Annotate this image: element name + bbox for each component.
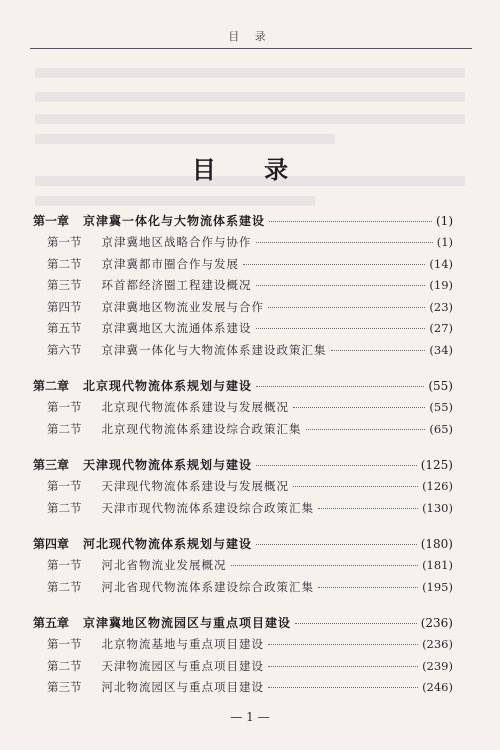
section-title: 京津冀地区大流通体系建设 [101, 321, 252, 335]
section-page: (14) [429, 256, 453, 271]
section-page: (65) [429, 421, 453, 436]
section-title: 北京现代物流体系建设与发展概况 [101, 400, 289, 414]
section-entry[interactable] [33, 320, 453, 342]
section-title: 河北省物流业发展概况 [101, 558, 227, 572]
section-label: 第一节 [47, 235, 82, 249]
section-title: 京津冀地区战略合作与协作 [101, 235, 252, 249]
leader-dots [243, 264, 425, 265]
chapter-entry[interactable] [33, 212, 453, 234]
chapter-label: 第三章 [33, 458, 70, 472]
section-page: (27) [429, 321, 453, 335]
section-entry[interactable] [33, 421, 453, 443]
chapter-title: 京津冀地区物流园区与重点项目建设 [83, 616, 292, 630]
section-label: 第一节 [47, 479, 82, 493]
section-entry[interactable] [33, 256, 453, 278]
leader-dots [269, 221, 432, 222]
section-label: 第二节 [47, 579, 82, 594]
toc-chapter [33, 456, 453, 521]
section-page: (1) [436, 235, 453, 249]
leader-dots [256, 242, 433, 243]
section-page: (236) [422, 637, 453, 651]
section-title: 北京物流基地与重点项目建设 [101, 637, 264, 651]
section-label: 第五节 [47, 321, 82, 335]
section-label: 第四节 [47, 299, 82, 314]
section-page: (181) [422, 558, 453, 572]
section-entry[interactable] [33, 342, 453, 364]
section-title: 环首都经济圈工程建设概况 [101, 278, 252, 292]
leader-dots [256, 328, 426, 329]
section-title: 天津物流园区与重点项目建设 [101, 658, 264, 673]
section-title: 天津现代物流体系建设与发展概况 [101, 479, 289, 493]
chapter-title: 天津现代物流体系规划与建设 [83, 458, 253, 472]
section-label: 第一节 [47, 637, 82, 651]
toc-chapter [33, 212, 453, 363]
section-label: 第三节 [47, 680, 82, 694]
toc-chapter [33, 614, 453, 701]
leader-dots [268, 666, 418, 667]
show-through-mark [35, 114, 465, 124]
section-title: 京津冀一体化与大物流体系建设政策汇集 [101, 342, 327, 357]
section-label: 第三节 [47, 278, 82, 292]
leader-dots [295, 623, 417, 624]
chapter-label: 第二章 [33, 379, 70, 393]
leader-dots [268, 644, 418, 645]
chapter-title: 北京现代物流体系规划与建设 [83, 379, 253, 393]
chapter-page: (1) [436, 214, 453, 228]
section-label: 第一节 [47, 558, 82, 572]
leader-dots [231, 565, 419, 566]
chapter-title: 河北现代物流体系规划与建设 [83, 537, 253, 551]
section-page: (195) [422, 579, 453, 594]
page-number: — 1 — [230, 710, 270, 724]
leader-dots [268, 307, 425, 308]
section-page: (239) [422, 658, 453, 673]
show-through-mark [35, 68, 465, 78]
section-entry[interactable] [33, 399, 453, 421]
section-page: (130) [422, 500, 453, 515]
chapter-label: 第一章 [33, 214, 70, 228]
section-entry[interactable] [33, 679, 453, 701]
section-label: 第二节 [47, 658, 82, 673]
section-title: 京津冀都市圈合作与发展 [101, 256, 239, 271]
section-entry[interactable] [33, 557, 453, 579]
running-header: 目 录 [228, 30, 272, 43]
section-label: 第二节 [47, 256, 82, 271]
section-entry[interactable] [33, 234, 453, 256]
leader-dots [256, 386, 424, 387]
section-label: 第二节 [47, 421, 82, 436]
section-page: (34) [429, 342, 453, 357]
leader-dots [306, 429, 426, 430]
section-title: 河北物流园区与重点项目建设 [101, 680, 264, 694]
leader-dots [331, 350, 426, 351]
toc-chapter [33, 535, 453, 600]
show-through-mark [35, 134, 335, 144]
leader-dots [256, 285, 426, 286]
section-entry[interactable] [33, 636, 453, 658]
show-through-mark [35, 196, 315, 206]
section-label: 第二节 [47, 500, 82, 515]
section-page: (126) [422, 479, 453, 493]
toc-title: 目 录 [191, 155, 309, 184]
section-entry[interactable] [33, 299, 453, 321]
section-page: (23) [429, 299, 453, 314]
chapter-entry[interactable] [33, 535, 453, 557]
chapter-entry[interactable] [33, 614, 453, 636]
section-entry[interactable] [33, 277, 453, 299]
leader-dots [256, 465, 417, 466]
header-rule [30, 48, 472, 49]
section-title: 北京现代物流体系建设综合政策汇集 [101, 421, 302, 436]
chapter-page: (55) [428, 379, 453, 393]
chapter-page: (125) [420, 458, 453, 472]
section-entry[interactable] [33, 478, 453, 500]
chapter-title: 京津冀一体化与大物流体系建设 [83, 214, 266, 228]
section-page: (246) [422, 680, 453, 694]
show-through-mark [35, 92, 465, 102]
section-page: (19) [429, 278, 453, 292]
section-title: 天津市现代物流体系建设综合政策汇集 [101, 500, 314, 515]
section-entry[interactable] [33, 500, 453, 522]
chapter-entry[interactable] [33, 456, 453, 478]
section-title: 京津冀地区物流业发展与合作 [101, 299, 264, 314]
table-of-contents [33, 212, 453, 715]
leader-dots [268, 687, 418, 688]
leader-dots [318, 508, 418, 509]
section-title: 河北省现代物流体系建设综合政策汇集 [101, 579, 314, 594]
leader-dots [256, 544, 417, 545]
leader-dots [293, 407, 425, 408]
section-page: (55) [429, 400, 453, 414]
section-entry[interactable] [33, 658, 453, 680]
leader-dots [293, 486, 418, 487]
chapter-label: 第四章 [33, 537, 70, 551]
chapter-page: (236) [420, 616, 453, 630]
section-label: 第六节 [47, 342, 82, 357]
toc-chapter [33, 377, 453, 442]
chapter-page: (180) [420, 537, 453, 551]
section-entry[interactable] [33, 579, 453, 601]
chapter-label: 第五章 [33, 616, 70, 630]
leader-dots [318, 587, 418, 588]
section-label: 第一节 [47, 400, 82, 414]
chapter-entry[interactable] [33, 377, 453, 399]
